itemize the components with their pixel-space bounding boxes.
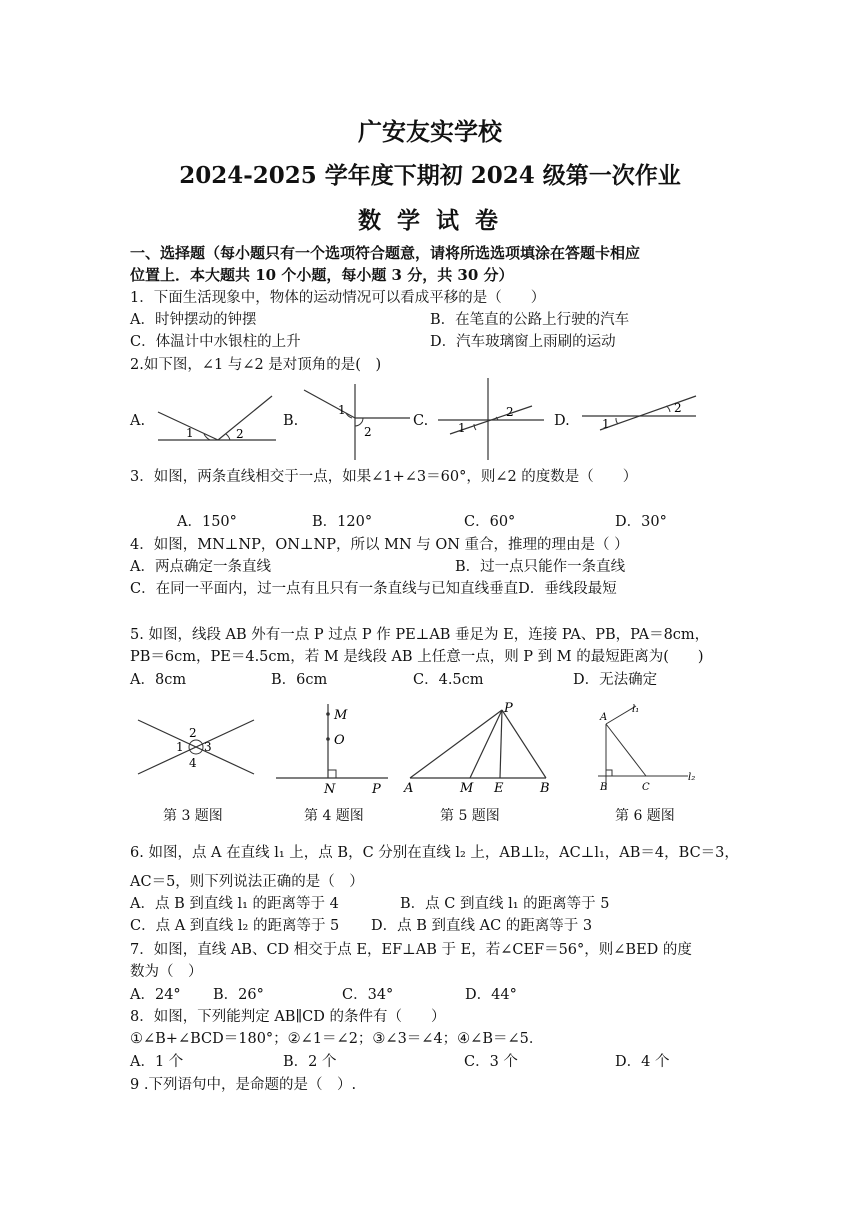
- q5-option-b: B．6cm: [271, 672, 328, 688]
- q2b-angle2-label: 2: [364, 425, 372, 439]
- q2-figure-a: [150, 390, 280, 446]
- q5-stem-line1: 5. 如图，线段 AB 外有一点 P 过点 P 作 PE⊥AB 垂足为 E，连接 PA、PB，PA＝8cm，: [130, 627, 710, 643]
- q6-stem-line2: AC＝5，则下列说法正确的是（ ）: [130, 874, 364, 890]
- q2-stem: 2.如下图，∠1 与∠2 是对顶角的是( ): [130, 357, 382, 373]
- q1-option-a: A．时钟摆动的钟摆: [130, 312, 257, 328]
- fig6-label-c: C: [642, 782, 650, 793]
- q1-option-b: B．在笔直的公路上行驶的汽车: [430, 312, 630, 328]
- q7-option-a: A．24°: [130, 987, 181, 1003]
- caption-fig4: 第 4 题图: [304, 808, 364, 824]
- q6-option-c: C．点 A 到直线 l₂ 的距离等于 5: [130, 918, 340, 934]
- fig4-label-n: N: [324, 782, 336, 796]
- q5-option-c: C．4.5cm: [413, 672, 484, 688]
- q2-figure-b: [300, 380, 415, 462]
- q8-stem: 8．如图，下列能判定 AB∥CD 的条件有（ ）: [130, 1009, 446, 1025]
- q6-option-b: B．点 C 到直线 l₁ 的距离等于 5: [400, 896, 610, 912]
- fig5-label-a: A: [404, 781, 414, 796]
- q5-stem-line2: PB＝6cm，PE＝4.5cm，若 M 是线段 AB 上任意一点，则 P 到 M 的最短距离为( ): [130, 649, 704, 665]
- fig5-label-p: P: [504, 701, 513, 716]
- q8-conditions: ①∠B+∠BCD＝180°；②∠1＝∠2；③∠3＝∠4；④∠B＝∠5．: [130, 1031, 544, 1047]
- q8-option-d: D．4 个: [615, 1054, 670, 1070]
- section1-heading-line1: 一、选择题（每小题只有一个选项符合题意，请将所选选项填涂在答题卡相应: [130, 244, 641, 262]
- q2b-angle1-label: 1: [338, 403, 346, 417]
- figure-q4: [272, 700, 392, 796]
- fig5-label-b: B: [540, 781, 550, 796]
- fig4-label-m: M: [334, 708, 348, 723]
- fig6-label-l1: l₁: [632, 704, 640, 715]
- q2-option-c: C.: [413, 413, 429, 429]
- figure-q6: [584, 700, 704, 796]
- q5-option-d: D．无法确定: [573, 672, 658, 688]
- caption-fig6: 第 6 题图: [615, 808, 675, 824]
- q4-stem: 4．如图，MN⊥NP，ON⊥NP，所以 MN 与 ON 重合，推理的理由是（ ）: [130, 537, 629, 553]
- q4-option-a: A．两点确定一条直线: [130, 559, 271, 575]
- fig6-label-l2: l₂: [688, 772, 696, 783]
- q3-option-b: B．120°: [312, 514, 373, 530]
- q6-option-d: D．点 B 到直线 AC 的距离等于 3: [371, 918, 593, 934]
- exam-subject: 数 学 试 卷: [357, 207, 503, 234]
- q7-option-c: C．34°: [342, 987, 394, 1003]
- fig6-label-b: B: [600, 782, 608, 793]
- q9-stem: 9 .下列语句中，是命题的是（ ）.: [130, 1077, 357, 1093]
- fig4-label-p: P: [372, 782, 381, 796]
- q2c-angle1-label: 1: [458, 421, 466, 435]
- q5-option-a: A．8cm: [130, 672, 187, 688]
- q2a-angle2-label: 2: [236, 427, 244, 441]
- q3-stem: 3．如图，两条直线相交于一点，如果∠1+∠3＝60°，则∠2 的度数是（ ）: [130, 469, 638, 485]
- fig3-label-4: 4: [189, 756, 197, 770]
- fig6-label-a: A: [600, 712, 608, 723]
- q8-option-c: C．3 个: [464, 1054, 518, 1070]
- caption-fig5: 第 5 题图: [440, 808, 500, 824]
- q8-option-b: B．2 个: [283, 1054, 337, 1070]
- fig5-label-e: E: [494, 781, 504, 796]
- q6-option-a: A．点 B 到直线 l₁ 的距离等于 4: [130, 896, 339, 912]
- q4-option-cd: C．在同一平面内，过一点有且只有一条直线与已知直线垂直D．垂线段最短: [130, 581, 617, 597]
- q7-stem-line1: 7．如图，直线 AB、CD 相交于点 E，EF⊥AB 于 E，若∠CEF＝56°，则∠BED 的度: [130, 942, 692, 958]
- exam-term: 2024-2025 学年度下期初 2024 级第一次作业: [179, 162, 681, 189]
- fig3-label-1: 1: [176, 740, 184, 754]
- q7-option-d: D．44°: [465, 987, 517, 1003]
- q2-option-a: A.: [130, 413, 146, 429]
- section1-heading-line2: 位置上．本大题共 10 个小题，每小题 3 分，共 30 分）: [130, 266, 514, 284]
- q3-option-d: D．30°: [615, 514, 667, 530]
- fig3-label-3: 3: [204, 740, 212, 754]
- q2-option-b: B.: [283, 413, 299, 429]
- fig5-label-m: M: [460, 781, 474, 796]
- fig3-label-2: 2: [189, 726, 197, 740]
- q1-option-d: D．汽车玻璃窗上雨刷的运动: [430, 334, 616, 350]
- figure-q5: [398, 700, 558, 796]
- school-name: 广安友实学校: [358, 117, 502, 146]
- q2-figure-c: [436, 376, 546, 462]
- q7-stem-line2: 数为（ ）: [130, 964, 203, 980]
- q2-option-d: D.: [554, 413, 570, 429]
- q2a-angle1-label: 1: [186, 426, 194, 440]
- fig4-label-o: O: [334, 733, 345, 748]
- q7-option-b: B．26°: [213, 987, 264, 1003]
- q2-figure-d: [578, 392, 700, 436]
- q2c-angle2-label: 2: [506, 405, 514, 419]
- q8-option-a: A．1 个: [130, 1054, 184, 1070]
- q2d-angle1-label: 1: [602, 417, 610, 431]
- caption-fig3: 第 3 题图: [163, 808, 223, 824]
- q6-stem-line1: 6. 如图，点 A 在直线 l₁ 上，点 B，C 分别在直线 l₂ 上，AB⊥l₂，AC⊥l₁，AB＝4，BC＝3，: [130, 845, 739, 861]
- q3-option-a: A．150°: [177, 514, 237, 530]
- q1-stem: 1．下面生活现象中，物体的运动情况可以看成平移的是（ ）: [130, 290, 546, 306]
- q4-option-b: B．过一点只能作一条直线: [455, 559, 626, 575]
- q3-option-c: C．60°: [464, 514, 516, 530]
- q2d-angle2-label: 2: [674, 401, 682, 415]
- q1-option-c: C．体温计中水银柱的上升: [130, 334, 301, 350]
- figure-q3: [134, 712, 260, 778]
